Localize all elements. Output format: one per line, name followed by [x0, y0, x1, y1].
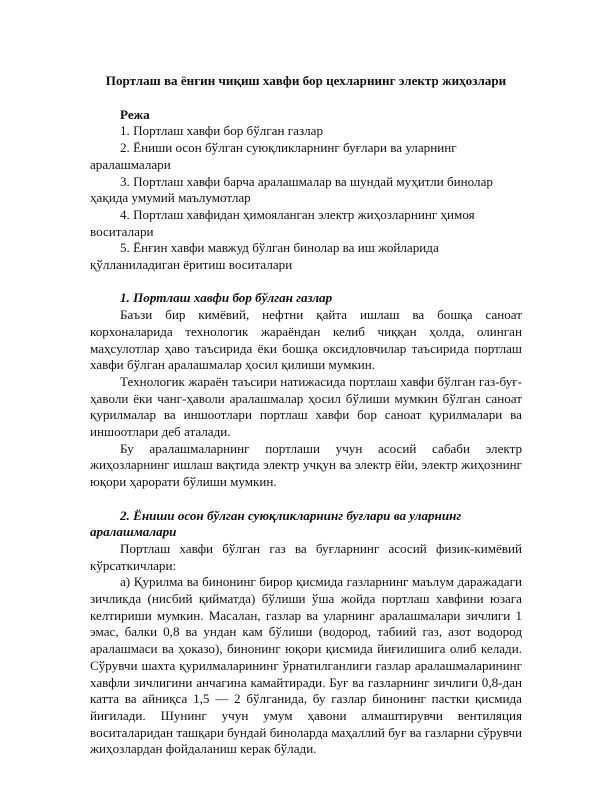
section-1-heading: 1. Портлаш хавфи бор бўлган газлар	[120, 290, 333, 306]
plan-item-2: 2. Ёниши осон бўлган суюқликларнинг буғлари ва уларнинг аралашмалари	[90, 140, 457, 172]
section-1-paragraph: Бу аралашмаларнинг портлаши учун асосий сабаби электр жиҳозларнинг ишлаш вақтида электр учқун ва электр ёйи, электр жиҳознинг юқори ҳарорати бўлиши мумкин.	[90, 440, 522, 490]
plan-item-3: 3. Портлаш хавфи барча аралашмалар ва шундай муҳитли бинолар ҳақида умумий маълумотлар	[90, 173, 493, 206]
plan-item-1: 1. Портлаш хавфи бор бўлган газлар	[120, 123, 324, 139]
plan-item-5: 5. Ёнғин хавфи мавжуд бўлган бинолар ва иш жойларида қўлланиладиган ёритиш воситалари	[90, 240, 439, 273]
spacer	[90, 491, 522, 508]
section-2-paragraph: а) Қурилма ва бинонинг бирор қисмида газларнинг маълум даражадаги зичликда (нисбий қийматда) бўлиши ўша жойда портлаш хавфини юзага келтириши мумкин. Масалан, газлар ва уларнинг аралашмалари зичлиги 1 эмас, балки 0,8 ва ундан кам бўлиши (водород, табиий газ, азот водород аралашмаси ва ҳоказо), бинонинг юқори қисмида йиғилишига олиб келади. Сўрувчи шахта қурилмаларининг ўрнатилганлиги газлар аралашмаларининг хавфли зичлигини анчагина камайтиради. Буғ ва газларнинг зичлиги 0,8-дан катта ва айниқса 1,5 — 2 бўлганида, бу газлар бинонинг пастки қисмида йиғилади. Шунинг учун умум ҳавони алмаштирувчи вентиляция воситаларидан ташқари бундай биноларда маҳаллий буғ ва газларни сўрувчи жиҳозлардан фойдаланиш керак бўлади.	[90, 574, 522, 757]
section-1-paragraph: Технологик жараён таъсири натижасида портлаш хавфи бўлган газ-буғ-ҳаволи ёки чанг-ҳаволи аралашмалар ҳосил бўлиши мумкин бўлган саноат қурилмалар ва иншоотлари портлаш хавфи бор саноат қурилмалари ва иншоотлари деб аталади.	[90, 373, 522, 440]
document-body	[90, 73, 522, 758]
document-title: Портлаш ва ёнғин чиқиш хавфи бор цехларнинг электр жиҳозлари	[105, 73, 507, 88]
section-1-paragraph: Баъзи бир кимёвий, нефтни қайта ишлаш ва бошқа саноат корхоналарида технологик жараёндан келиб чиққан ҳолда, олинган маҳсулотлар ҳаво таъсирида ёки бошқа оксидловчилар таъсирида портлаш хавфи бўлган аралашмалар ҳосил қилиши мумкин.	[90, 307, 522, 373]
plan-heading: Режа	[120, 106, 150, 122]
section-2-heading: 2. Ёниши осон бўлган суюқликларнинг буғлари ва уларнинг аралашмалари	[90, 507, 462, 540]
spacer	[90, 274, 522, 291]
section-2-paragraph: Портлаш хавфи бўлган газ ва буғларнинг асосий физик-кимёвий кўрсаткичлари:	[90, 540, 522, 573]
plan-item-4: 4. Портлаш хавфидан ҳимояланган электр жиҳозларнинг ҳимоя воситалари	[90, 206, 475, 239]
